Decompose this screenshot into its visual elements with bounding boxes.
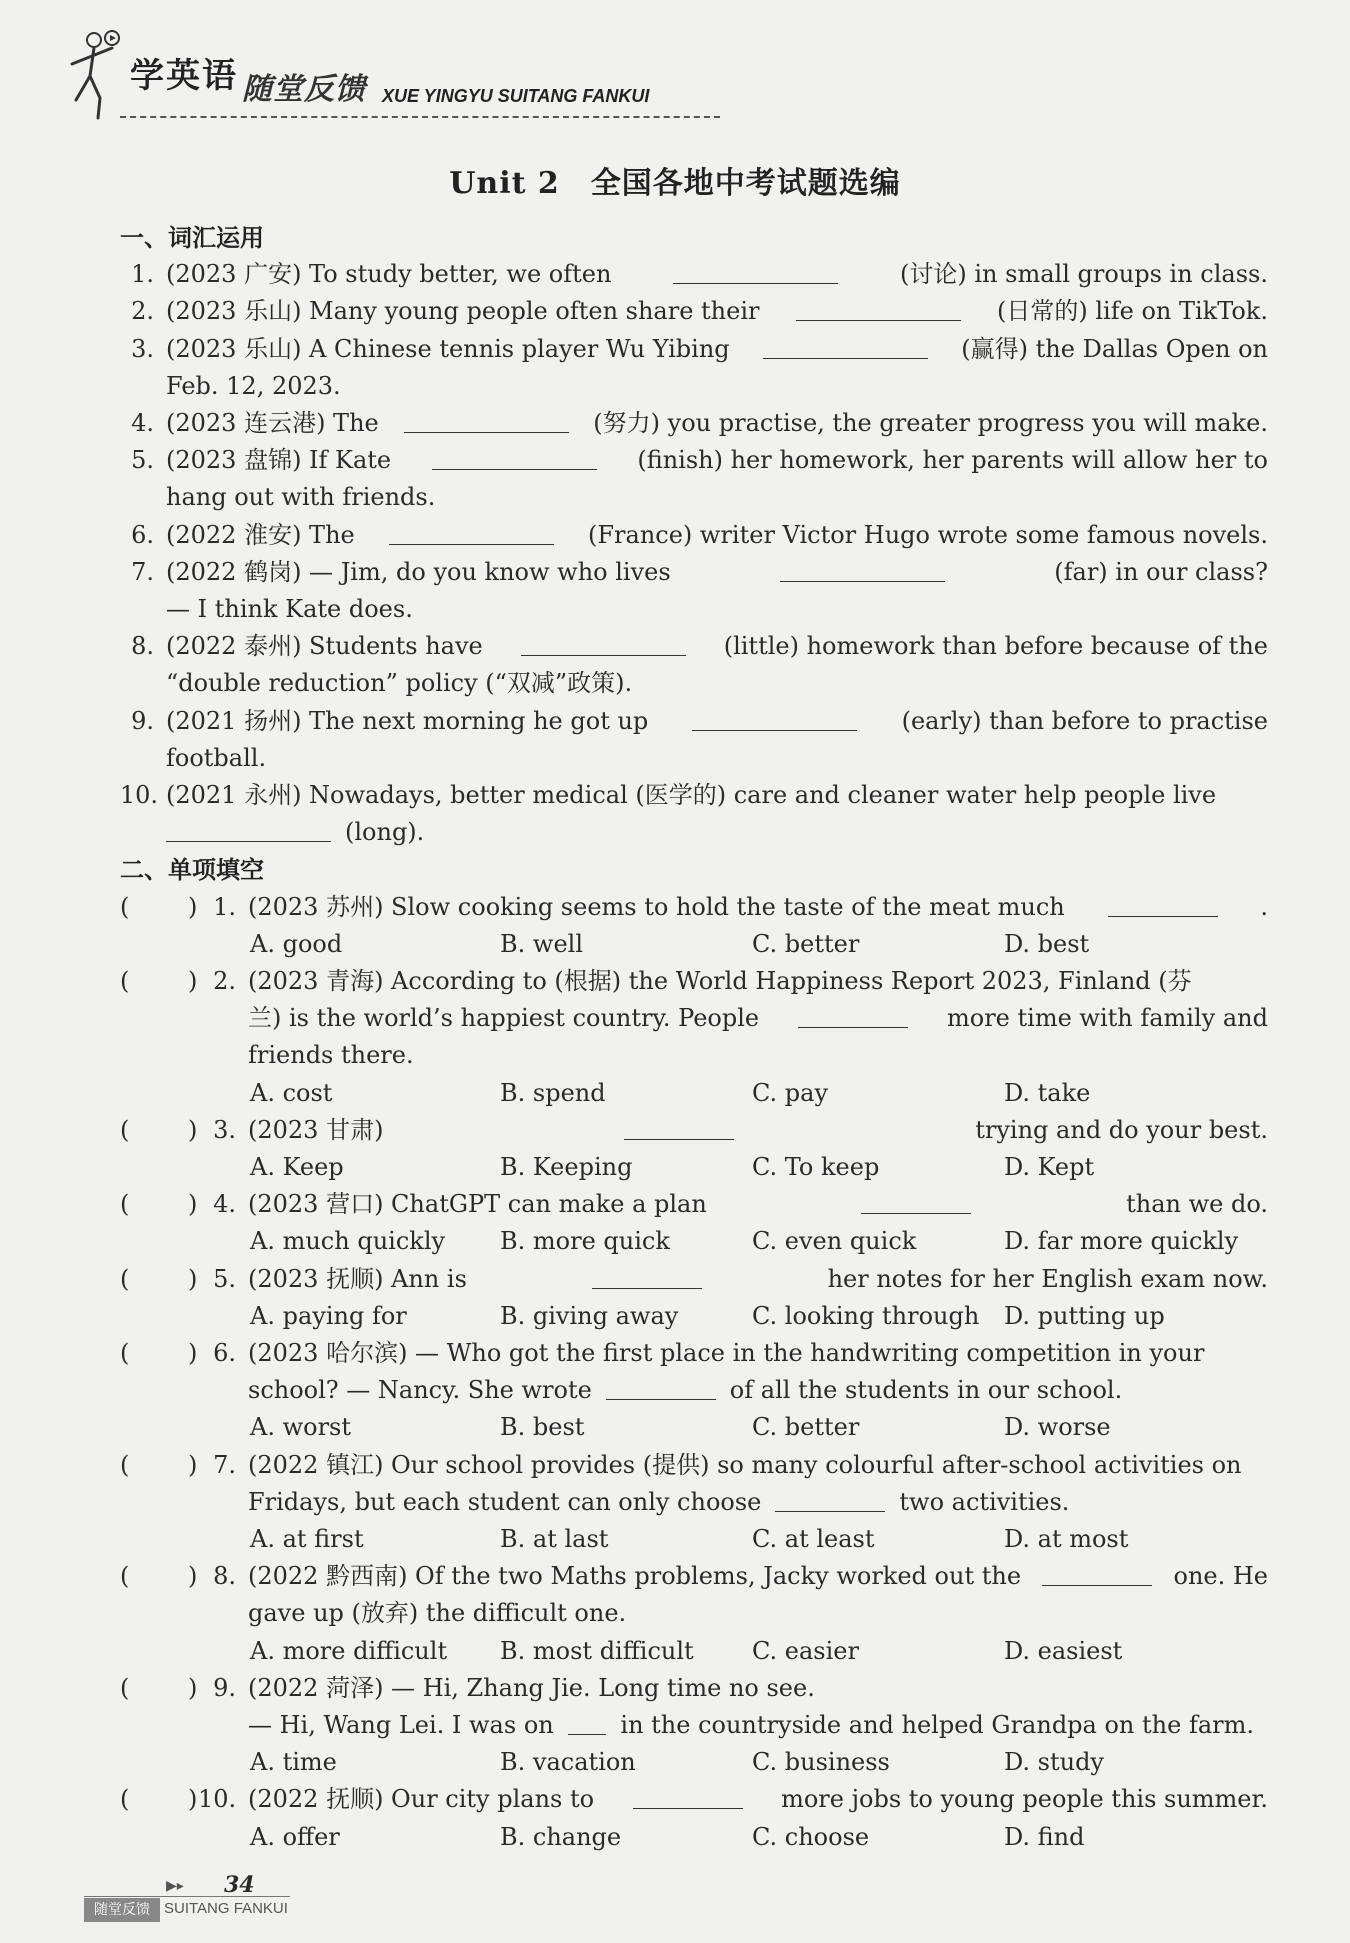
answer-bracket-close: ): [188, 1264, 198, 1293]
item-text: [248, 1598, 1268, 1628]
item-text: [166, 668, 1268, 698]
option-c[interactable]: C. pay: [752, 1078, 828, 1107]
option-d[interactable]: D. worse: [1004, 1413, 1111, 1442]
answer-blank[interactable]: [796, 296, 961, 321]
item-number: 8.: [131, 632, 154, 661]
item-text: [166, 557, 1268, 587]
answer-bracket-close: ): [188, 1562, 198, 1591]
answer-blank[interactable]: [633, 1784, 743, 1809]
question-text: (2023 青海) According to (根据) the World Happiness Report 2023, Finland (芬: [248, 967, 1192, 995]
question-text: .: [1260, 892, 1268, 921]
answer-bracket-open[interactable]: (: [120, 1450, 130, 1479]
question-text: trying and do your best.: [975, 1115, 1268, 1144]
item-text: [248, 1264, 1268, 1294]
item-number: 3.: [213, 1115, 236, 1144]
answer-bracket-open[interactable]: (: [120, 1673, 130, 1702]
item-text: [166, 482, 1268, 512]
question-text: (little) homework than before because of the: [723, 632, 1268, 661]
item-text: [248, 1673, 1268, 1703]
footer-divider: [84, 1896, 290, 1897]
question-text: (2023 广安) To study better, we often: [166, 260, 612, 289]
question-text: (2022 菏泽) — Hi, Zhang Jie. Long time no see.: [248, 1673, 815, 1702]
item-text: [248, 1784, 1268, 1814]
item-text: [248, 1189, 1268, 1219]
question-text: than we do.: [1126, 1190, 1268, 1219]
question-text: (2023 抚顺) Ann is: [248, 1264, 467, 1293]
answer-blank[interactable]: [1042, 1561, 1152, 1586]
item-number: 10.: [198, 1785, 237, 1814]
question-text: (2022 镇江) Our school provides (提供) so many colourful after-school activities on: [248, 1450, 1242, 1479]
option-c[interactable]: C. choose: [752, 1822, 870, 1851]
answer-bracket-open[interactable]: (: [120, 892, 130, 921]
option-a[interactable]: A. time: [250, 1748, 337, 1777]
item-text: [248, 1710, 1268, 1740]
option-c[interactable]: C. better: [752, 929, 860, 958]
option-c[interactable]: C. easier: [752, 1636, 859, 1665]
option-a[interactable]: A. more difficult: [250, 1636, 448, 1665]
question-text: — I think Kate does.: [166, 595, 413, 623]
item-number: 8.: [213, 1562, 236, 1591]
item-text: [248, 892, 1268, 922]
page-header: [60, 26, 680, 126]
answer-blank[interactable]: [780, 557, 945, 582]
question-text: (讨论) in small groups in class.: [900, 260, 1268, 289]
question-text: hang out with friends.: [166, 483, 436, 512]
question-text: (2021 扬州) The next morning he got up: [166, 706, 649, 735]
item-number: 7.: [213, 1450, 236, 1479]
question-text: (early) than before to practise: [901, 706, 1268, 735]
answer-bracket-open[interactable]: (: [120, 1264, 130, 1293]
option-d[interactable]: D. far more quickly: [1004, 1227, 1239, 1256]
item-number: 4.: [131, 409, 154, 437]
footer-label-cn: 随堂反馈: [84, 1898, 160, 1922]
item-number: 9.: [131, 706, 154, 735]
question-text: (2023 连云港) The: [166, 409, 379, 437]
option-d[interactable]: D. find: [1004, 1822, 1085, 1851]
option-a[interactable]: A. offer: [250, 1822, 340, 1851]
item-text: [166, 334, 1268, 364]
item-text: [248, 1375, 1268, 1405]
option-d[interactable]: D. easiest: [1004, 1636, 1123, 1665]
section-heading-multiple-choice: 二、单项填空: [120, 856, 264, 885]
option-a[interactable]: A. good: [250, 929, 343, 958]
question-text: (2022 泰州) Students have: [166, 632, 483, 661]
answer-blank[interactable]: [861, 1189, 971, 1214]
answer-blank[interactable]: [432, 445, 597, 470]
item-number: 5.: [213, 1264, 236, 1293]
brand-subtitle: 随堂反馈: [242, 72, 366, 107]
item-number: 7.: [131, 557, 154, 586]
answer-blank[interactable]: [166, 817, 331, 842]
answer-blank[interactable]: [673, 259, 838, 284]
answer-bracket-open[interactable]: (: [120, 1339, 130, 1367]
question-text: (2022 黔西南) Of the two Maths problems, Jacky worked out the: [248, 1562, 1022, 1591]
question-text: of all the students in our school.: [729, 1376, 1123, 1405]
item-text: [166, 408, 1268, 438]
item-number: 10.: [119, 781, 158, 809]
answer-bracket-open[interactable]: (: [120, 1190, 130, 1219]
option-c[interactable]: C. at least: [752, 1525, 875, 1553]
answer-blank[interactable]: [1108, 892, 1218, 917]
question-text: Fridays, but each student can only choose: [248, 1487, 762, 1516]
item-text: [166, 296, 1268, 326]
question-text: school? — Nancy. She wrote: [248, 1376, 592, 1405]
item-number: 1.: [131, 260, 154, 289]
answer-blank[interactable]: [592, 1264, 702, 1289]
item-number: 3.: [131, 334, 154, 363]
item-text: [248, 1338, 1268, 1368]
option-b[interactable]: B. well: [500, 929, 583, 958]
question-text: football.: [166, 743, 267, 772]
item-text: [166, 259, 1268, 289]
option-d[interactable]: D. best: [1004, 929, 1090, 958]
question-text: gave up (放弃) the difficult one.: [248, 1599, 627, 1628]
question-text: (2023 盘锦) If Kate: [166, 446, 392, 475]
item-text: [166, 817, 1268, 847]
option-b[interactable]: B. best: [500, 1413, 585, 1442]
option-d[interactable]: D. study: [1004, 1748, 1104, 1777]
option-d[interactable]: D. Kept: [1004, 1153, 1095, 1181]
question-text: (2023 哈尔滨) — Who got the first place in the handwriting competition in your: [248, 1339, 1205, 1367]
option-b[interactable]: B. more quick: [500, 1227, 670, 1256]
question-text: one. He: [1173, 1562, 1268, 1591]
question-text: (2023 甘肃): [248, 1115, 384, 1144]
question-text: more jobs to young people this summer.: [781, 1785, 1268, 1814]
option-c[interactable]: C. looking through: [752, 1301, 980, 1330]
unit-title: Unit 2 全国各地中考试题选编: [449, 166, 901, 201]
item-text: [248, 1115, 1268, 1145]
question-text: (2023 乐山) A Chinese tennis player Wu Yibing: [166, 334, 730, 363]
question-text: her notes for her English exam now.: [827, 1264, 1268, 1293]
option-b[interactable]: B. giving away: [500, 1301, 679, 1330]
item-number: 6.: [213, 1339, 236, 1367]
item-number: 5.: [131, 446, 154, 475]
question-text: (France) writer Victor Hugo wrote some famous novels.: [588, 520, 1268, 549]
brand-english: XUE YINGYU SUITANG FANKUI: [382, 86, 650, 106]
item-text: [166, 371, 1268, 401]
item-text: [248, 1561, 1268, 1591]
running-figure-icon: [60, 30, 120, 122]
answer-bracket-close: ): [188, 1339, 198, 1367]
option-a[interactable]: A. worst: [250, 1413, 352, 1442]
question-text: — Hi, Wang Lei. I was on: [248, 1711, 554, 1739]
question-text: (努力) you practise, the greater progress you will make.: [593, 409, 1268, 437]
option-c[interactable]: C. even quick: [752, 1227, 917, 1256]
answer-blank[interactable]: [624, 1115, 734, 1140]
answer-bracket-close: ): [188, 1190, 198, 1219]
option-a[interactable]: A. Keep: [250, 1153, 344, 1181]
item-number: 9.: [213, 1673, 236, 1702]
answer-blank[interactable]: [606, 1375, 716, 1400]
footer-arrow-icon: ▶▸: [166, 1878, 184, 1894]
option-b[interactable]: B. at last: [500, 1525, 609, 1553]
answer-bracket-open[interactable]: (: [120, 1785, 130, 1814]
brand-title: 学英语: [130, 56, 238, 96]
page-number: 34: [224, 1872, 255, 1898]
answer-blank[interactable]: [389, 520, 554, 545]
question-text: two activities.: [899, 1487, 1070, 1516]
answer-blank[interactable]: [798, 1003, 908, 1028]
item-text: [166, 520, 1268, 550]
answer-blank[interactable]: [692, 706, 857, 731]
item-number: 6.: [131, 520, 154, 549]
section-heading-vocabulary: 一、词汇运用: [120, 224, 264, 252]
question-text: (2022 抚顺) Our city plans to: [248, 1785, 595, 1814]
answer-bracket-close: ): [188, 1115, 198, 1144]
item-text: [166, 594, 1268, 624]
item-text: [166, 780, 1268, 810]
item-text: [166, 445, 1268, 475]
item-number: 1.: [213, 892, 236, 921]
option-a[interactable]: A. at first: [250, 1525, 364, 1553]
item-text: [248, 1487, 1268, 1517]
item-text: [166, 706, 1268, 736]
answer-blank[interactable]: [568, 1710, 607, 1735]
answer-blank[interactable]: [775, 1487, 885, 1512]
answer-blank[interactable]: [763, 334, 928, 359]
answer-bracket-open[interactable]: (: [120, 1562, 130, 1591]
item-text: [166, 743, 1268, 773]
option-b[interactable]: B. change: [500, 1822, 622, 1851]
answer-bracket-close: ): [188, 967, 198, 995]
answer-blank[interactable]: [404, 408, 569, 433]
answer-bracket-close: ): [188, 1450, 198, 1479]
answer-bracket-open[interactable]: (: [120, 1115, 130, 1144]
question-text: friends there.: [248, 1041, 414, 1070]
question-text: 兰) is the world’s happiest country. People: [248, 1004, 760, 1033]
question-text: (2022 淮安) The: [166, 520, 355, 549]
item-number: 2.: [213, 967, 236, 995]
option-a[interactable]: A. cost: [250, 1078, 333, 1107]
item-text: [248, 1450, 1268, 1480]
question-text: “double reduction” policy (“双减”政策).: [166, 669, 633, 698]
question-text: (finish) her homework, her parents will allow her to: [637, 446, 1268, 475]
option-b[interactable]: B. spend: [500, 1078, 606, 1107]
option-d[interactable]: D. putting up: [1004, 1301, 1165, 1330]
option-d[interactable]: D. take: [1004, 1078, 1091, 1107]
question-text: (2023 营口) ChatGPT can make a plan: [248, 1190, 707, 1219]
header-divider: [120, 116, 720, 118]
question-text: (日常的) life on TikTok.: [997, 297, 1268, 326]
question-text: (2022 鹤岗) — Jim, do you know who lives: [166, 557, 671, 586]
answer-bracket-close: ): [188, 1673, 198, 1702]
question-text: (long).: [345, 818, 425, 847]
question-text: more time with family and: [946, 1004, 1268, 1033]
question-text: Feb. 12, 2023.: [166, 371, 341, 400]
item-text: [248, 1003, 1268, 1033]
item-text: [248, 1040, 1268, 1070]
option-b[interactable]: B. most difficult: [500, 1636, 694, 1665]
item-text: [166, 631, 1268, 661]
answer-bracket-close: ): [188, 1785, 198, 1814]
question-text: in the countryside and helped Grandpa on the farm.: [620, 1711, 1254, 1739]
question-text: (2023 苏州) Slow cooking seems to hold the taste of the meat much: [248, 892, 1065, 921]
question-text: (2023 乐山) Many young people often share their: [166, 297, 760, 326]
option-a[interactable]: A. much quickly: [250, 1227, 446, 1256]
question-text: (far) in our class?: [1054, 557, 1268, 586]
option-b[interactable]: B. vacation: [500, 1748, 636, 1777]
item-number: 2.: [131, 297, 154, 326]
answer-bracket-open[interactable]: (: [120, 967, 130, 995]
item-text: [248, 966, 1268, 996]
option-c[interactable]: C. business: [752, 1748, 890, 1777]
option-b[interactable]: B. Keeping: [500, 1153, 633, 1181]
option-c[interactable]: C. better: [752, 1413, 860, 1442]
answer-bracket-close: ): [188, 892, 198, 921]
footer-label-en: SUITANG FANKUI: [164, 1900, 288, 1917]
option-d[interactable]: D. at most: [1004, 1525, 1129, 1553]
question-text: (赢得) the Dallas Open on: [961, 334, 1268, 363]
question-text: (2021 永州) Nowadays, better medical (医学的) care and cleaner water help people live: [166, 781, 1217, 809]
option-c[interactable]: C. To keep: [752, 1153, 880, 1181]
answer-blank[interactable]: [521, 631, 686, 656]
item-number: 4.: [213, 1190, 236, 1219]
option-a[interactable]: A. paying for: [250, 1301, 407, 1330]
